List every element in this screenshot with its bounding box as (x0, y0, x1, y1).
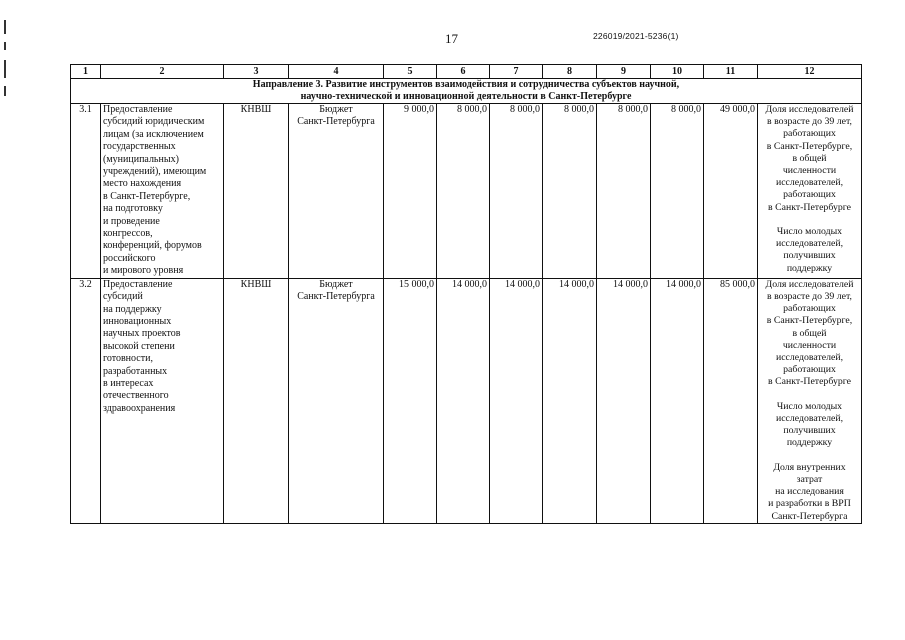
funding-value: 9 000,0 (384, 104, 437, 279)
column-header: 8 (543, 65, 597, 79)
column-header: 5 (384, 65, 437, 79)
measure-name: Предоставление субсидий на поддержку инновационных научных проектов высокой степени готовности, разработанных в интересах отечественного здравоохранения (101, 278, 224, 523)
table-row (71, 278, 862, 523)
responsible-org: КНВШ (224, 104, 289, 279)
funding-value: 14 000,0 (543, 278, 597, 523)
funding-source: Бюджет Санкт-Петербурга (289, 104, 384, 279)
document-code: 226019/2021-5236(1) (593, 31, 679, 41)
funding-total: 49 000,0 (704, 104, 758, 279)
responsible-org: КНВШ (224, 278, 289, 523)
funding-value: 15 000,0 (384, 278, 437, 523)
column-header: 4 (289, 65, 384, 79)
direction-title: Направление 3. Развитие инструментов взаимодействия и сотрудничества субъектов научной, научно-технической и инновационной деятельности в Санкт-Петербурге (71, 79, 862, 104)
table-row (71, 104, 862, 279)
row-number: 3.1 (71, 104, 101, 279)
header-row (71, 65, 862, 79)
funding-value: 14 000,0 (597, 278, 651, 523)
funding-value: 8 000,0 (651, 104, 704, 279)
funding-source: Бюджет Санкт-Петербурга (289, 278, 384, 523)
column-header: 1 (71, 65, 101, 79)
funding-value: 14 000,0 (490, 278, 543, 523)
funding-value: 8 000,0 (543, 104, 597, 279)
indicators: Доля исследователей в возрасте до 39 лет, работающих в Санкт-Петербурге, в общей численности исследователей, работающих в Санкт-Петербурге Число молодых исследователей, получивших поддержку Доля внутренних затрат на исследования и разработки в ВРП Санкт-Петербурга (758, 278, 862, 523)
row-number: 3.2 (71, 278, 101, 523)
direction-row (71, 79, 862, 104)
column-header: 3 (224, 65, 289, 79)
funding-value: 8 000,0 (437, 104, 490, 279)
column-header: 11 (704, 65, 758, 79)
program-table (70, 64, 862, 524)
column-header: 10 (651, 65, 704, 79)
funding-value: 14 000,0 (651, 278, 704, 523)
scan-artifact (2, 20, 8, 110)
funding-value: 8 000,0 (597, 104, 651, 279)
column-header: 2 (101, 65, 224, 79)
measure-name: Предоставление субсидий юридическим лицам (за исключением государственных (муниципальных) учреждений), имеющим место нахождения в Санкт-Петербурге, на подготовку и проведение конгрессов, конференций, форумов российского и мирового уровня (101, 104, 224, 279)
funding-value: 14 000,0 (437, 278, 490, 523)
funding-value: 8 000,0 (490, 104, 543, 279)
page-number: 17 (445, 31, 458, 46)
column-header: 12 (758, 65, 862, 79)
indicators: Доля исследователей в возрасте до 39 лет, работающих в Санкт-Петербурге, в общей численности исследователей, работающих в Санкт-Петербурге Число молодых исследователей, получивших поддержку (758, 104, 862, 279)
column-header: 9 (597, 65, 651, 79)
funding-total: 85 000,0 (704, 278, 758, 523)
column-header: 6 (437, 65, 490, 79)
column-header: 7 (490, 65, 543, 79)
